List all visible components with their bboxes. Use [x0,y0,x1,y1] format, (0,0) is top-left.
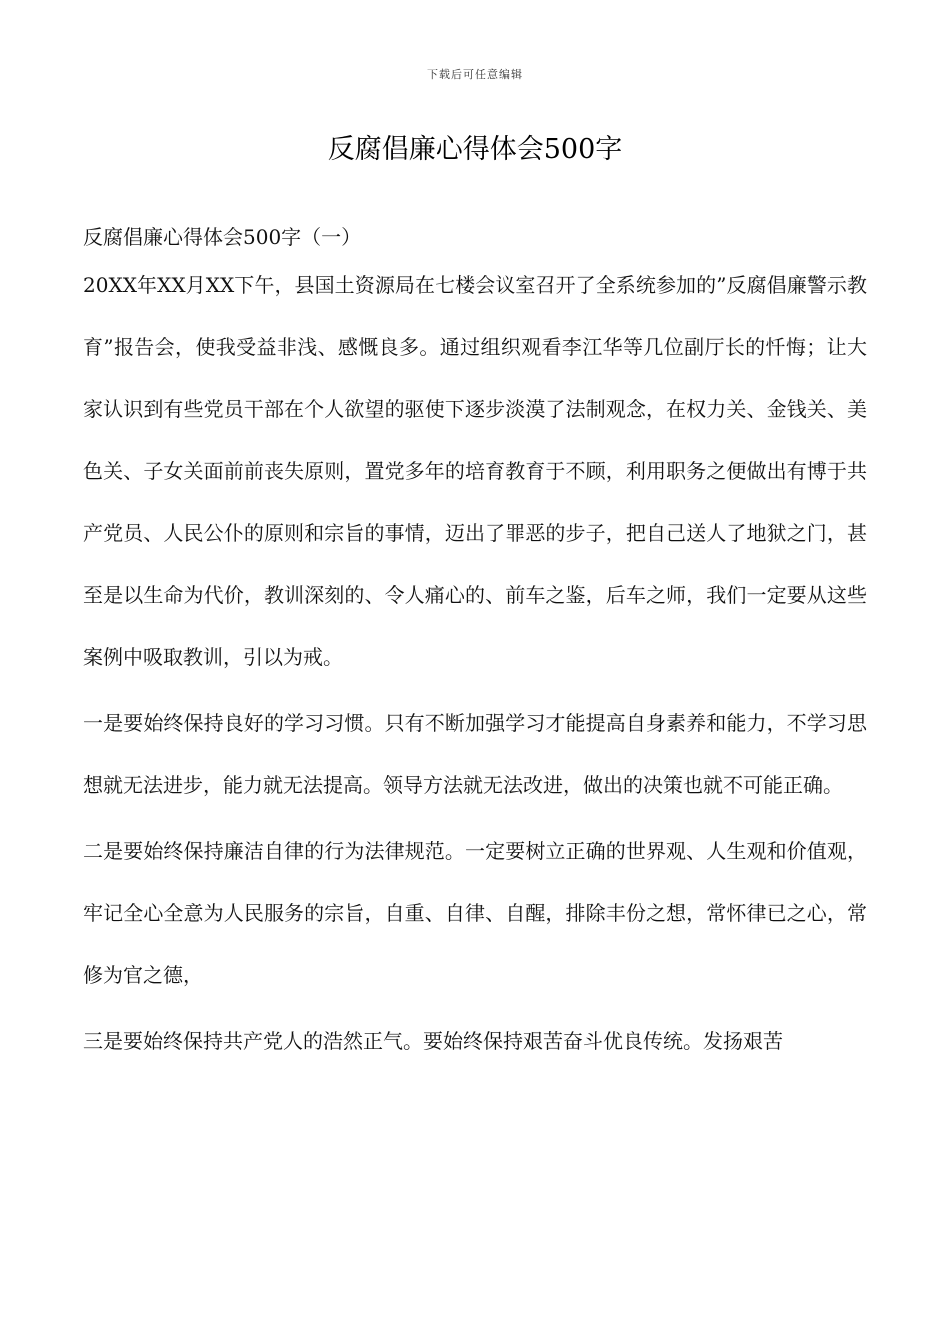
document-title: 反腐倡廉心得体会500字 [327,134,623,165]
paragraph-4: 三是要始终保持共产党人的浩然正气。要始终保持艰苦奋斗优良传统。发扬艰苦 [83,1029,783,1053]
header-note: 下载后可任意编辑 [427,68,523,81]
paragraph-2: 一是要始终保持良好的学习习惯。只有不断加强学习才能提高自身素养和能力，不学习思想就无法进步，能力就无法提高。领导方法就无法改进，做出的决策也就不可能正确。 [83,711,867,797]
document-body [83,219,867,1076]
paragraph-1: 20XX年XX月XX下午，县国土资源局在七楼会议室召开了全系统参加的”反腐倡廉警示教育”报告会，使我受益非浅、感慨良多。通过组织观看李江华等几位副厅长的忏悔；让大家认识到有些党员干部在个人欲望的驱使下逐步淡漠了法制观念，在权力关、金钱关、美色关、子女关面前前丧失原则，置党多年的培育教育于不顾，利用职务之便做出有博于共产党员、人民公仆的原则和宗旨的事情，迈出了罪恶的步子，把自己送人了地狱之门，甚至是以生命为代价，教训深刻的、令人痛心的、前车之鉴，后车之师，我们一定要从这些案例中吸取教训，引以为戒。 [83,273,867,669]
section-heading: 反腐倡廉心得体会500字（一） [83,225,362,249]
paragraph-3: 二是要始终保持廉洁自律的行为法律规范。一定要树立正确的世界观、人生观和价值观，牢记全心全意为人民服务的宗旨，自重、自律、自醒，排除丰份之想，常怀律已之心，常修为官之德， [83,839,867,987]
